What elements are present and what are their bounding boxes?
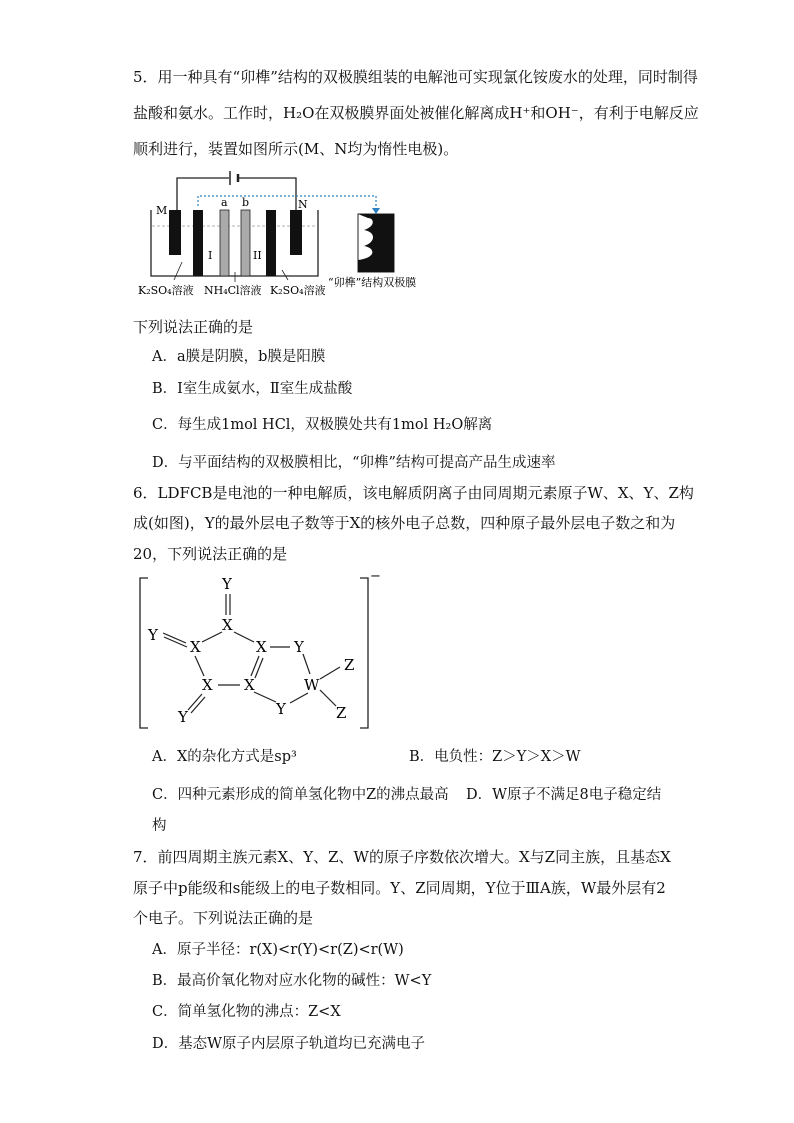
q5-option-d[interactable]: D．与平面结构的双极膜相比，“卯榫”结构可提高产品生成速率	[152, 455, 556, 471]
electrolysis-cell-figure	[138, 168, 438, 304]
q7-option-b[interactable]: B．最高价氧化物对应水化物的碱性：W<Y	[152, 973, 432, 989]
label-sol-right: K₂SO₄溶液	[270, 284, 326, 297]
q5-stem-line2: 盐酸和氨水。工作时，H₂O在双极膜界面处被催化解离成H⁺和OH⁻，有利于电解反应	[133, 104, 699, 122]
electrode-n	[290, 210, 302, 255]
electrode-m	[169, 210, 181, 255]
atom-x-bottom-left: X	[202, 676, 213, 694]
q7-option-a[interactable]: A．原子半径：r(X)<r(Y)<r(Z)<r(W)	[152, 942, 404, 958]
label-room-1: I	[208, 249, 213, 262]
q5-stem-line3: 顺利进行，装置如图所示(M、N均为惰性电极)。	[133, 140, 459, 158]
q6-stem-line3: 20，下列说法正确的是	[133, 545, 288, 563]
q5-option-b[interactable]: B．Ⅰ室生成氨水，Ⅱ室生成盐酸	[152, 381, 353, 397]
q7-option-c[interactable]: C．简单氢化物的沸点：Z<X	[152, 1004, 341, 1020]
q6-option-b[interactable]: B．电负性：Z＞Y＞X＞W	[409, 749, 581, 765]
q7-option-d[interactable]: D．基态W原子内层原子轨道均已充满电子	[152, 1036, 426, 1052]
atom-y-right: Y	[294, 638, 304, 656]
label-n: N	[298, 198, 308, 211]
label-b: b	[242, 196, 250, 209]
label-a: a	[221, 196, 228, 209]
atom-z-bottom: Z	[336, 704, 347, 722]
q7-stem-line2: 原子中p能级和s能级上的电子数相同。Y、Z同周期，Y位于ⅢA族，W最外层有2	[133, 879, 666, 897]
atom-x-left: X	[190, 638, 201, 656]
atom-z-top: Z	[344, 656, 355, 674]
atom-y-bottom: Y	[276, 700, 286, 718]
anion-structure-figure	[138, 572, 383, 732]
label-room-2: II	[253, 249, 262, 262]
atom-y-bottom-left: Y	[178, 708, 188, 726]
q7-stem-line1: 7．前四周期主族元素X、Y、Z、W的原子序数依次增大。X与Z同主族，且基态X	[133, 848, 671, 866]
q6-stem-line1: 6．LDFCB是电池的一种电解质，该电解质阴离子由同周期元素原子W、X、Y、Z构	[133, 484, 694, 502]
anion-charge: −	[370, 572, 381, 584]
q6-stem-line2: 成(如图)，Y的最外层电子数等于X的核外电子总数，四种原子最外层电子数之和为	[133, 514, 676, 532]
atom-x-right: X	[256, 638, 267, 656]
label-m: M	[156, 204, 168, 217]
atom-w: W	[304, 676, 320, 694]
label-sol-mid: NH₄Cl溶液	[204, 284, 262, 297]
atom-y-top: Y	[222, 575, 232, 593]
q6-option-a[interactable]: A．X的杂化方式是sp³	[152, 749, 297, 765]
q5-option-c[interactable]: C．每生成1mol HCl，双极膜处共有1mol H₂O解离	[152, 417, 493, 433]
label-membrane: “卯榫”结构双极膜	[328, 276, 417, 289]
q5-stem-line1: 5．用一种具有“卯榫”结构的双极膜组装的电解池可实现氯化铵废水的处理，同时制得	[133, 68, 698, 86]
q7-stem-line3: 个电子。下列说法正确的是	[133, 909, 314, 927]
atom-y-left: Y	[148, 626, 158, 644]
q6-option-d[interactable]: D．W原子不满足8电子稳定结	[466, 787, 662, 803]
q6-option-d-continued: 构	[152, 818, 167, 834]
q5-option-a[interactable]: A．a膜是阴膜，b膜是阳膜	[152, 349, 326, 365]
q6-option-c[interactable]: C．四种元素形成的简单氢化物中Z的沸点最高	[152, 787, 449, 803]
atom-x-bottom-right: X	[244, 676, 255, 694]
label-sol-left: K₂SO₄溶液	[138, 284, 194, 297]
atom-x-top: X	[222, 616, 233, 634]
q5-prompt: 下列说法正确的是	[133, 318, 254, 336]
